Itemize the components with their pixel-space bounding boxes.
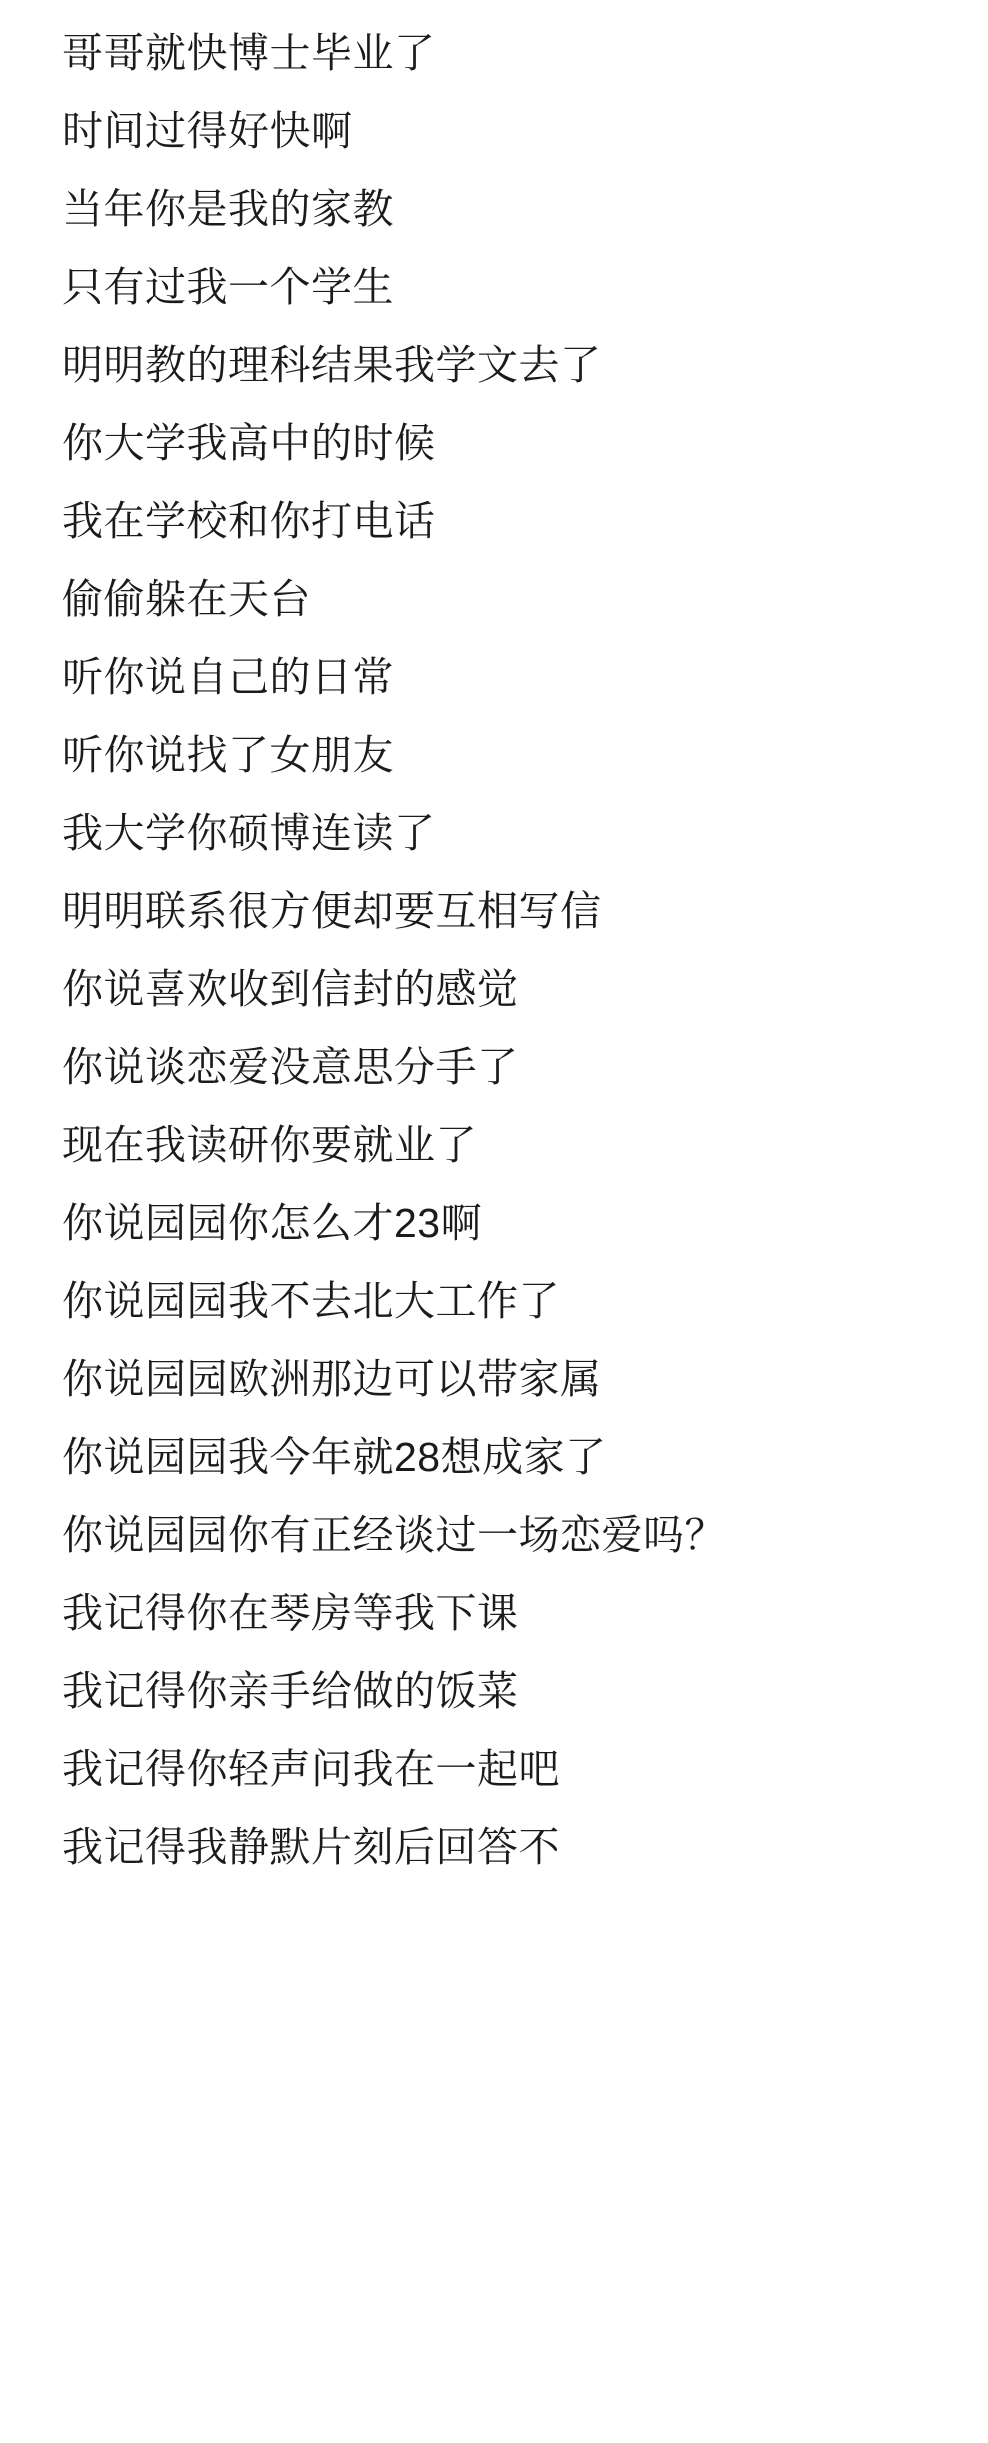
- text-line: 只有过我一个学生: [62, 264, 394, 310]
- text-line: 听你说自己的日常: [62, 654, 394, 700]
- text-line: 你大学我高中的时候: [62, 420, 436, 466]
- text-line: 明明教的理科结果我学文去了: [62, 342, 602, 388]
- text-line: 现在我读研你要就业了: [62, 1122, 477, 1168]
- text-line: 时间过得好快啊: [62, 108, 353, 154]
- text-line: 你说园园我今年就28想成家了: [62, 1434, 607, 1480]
- text-line: 明明联系很方便却要互相写信: [62, 888, 602, 934]
- text-line: 你说谈恋爱没意思分手了: [62, 1044, 519, 1090]
- text-line: 你说园园欧洲那边可以带家属: [62, 1356, 602, 1402]
- text-line: 我记得你在琴房等我下课: [62, 1590, 519, 1636]
- text-line: 你说园园我不去北大工作了: [62, 1278, 560, 1324]
- text-line: 我记得你轻声问我在一起吧: [62, 1746, 560, 1792]
- text-line: 你说园园你怎么才23啊: [62, 1200, 483, 1246]
- text-line: 你说园园你有正经谈过一场恋爱吗？: [62, 1512, 726, 1558]
- text-line: 当年你是我的家教: [62, 186, 394, 232]
- text-line: 哥哥就快博士毕业了: [62, 30, 436, 76]
- text-line: 你说喜欢收到信封的感觉: [62, 966, 519, 1012]
- text-block: [62, 14, 948, 1886]
- text-line: 偷偷躲在天台: [62, 576, 311, 622]
- text-line: 我记得我静默片刻后回答不: [62, 1824, 560, 1870]
- text-line: 听你说找了女朋友: [62, 732, 394, 778]
- text-line: 我大学你硕博连读了: [62, 810, 436, 856]
- text-line: 我记得你亲手给做的饭菜: [62, 1668, 519, 1714]
- text-line: 我在学校和你打电话: [62, 498, 436, 544]
